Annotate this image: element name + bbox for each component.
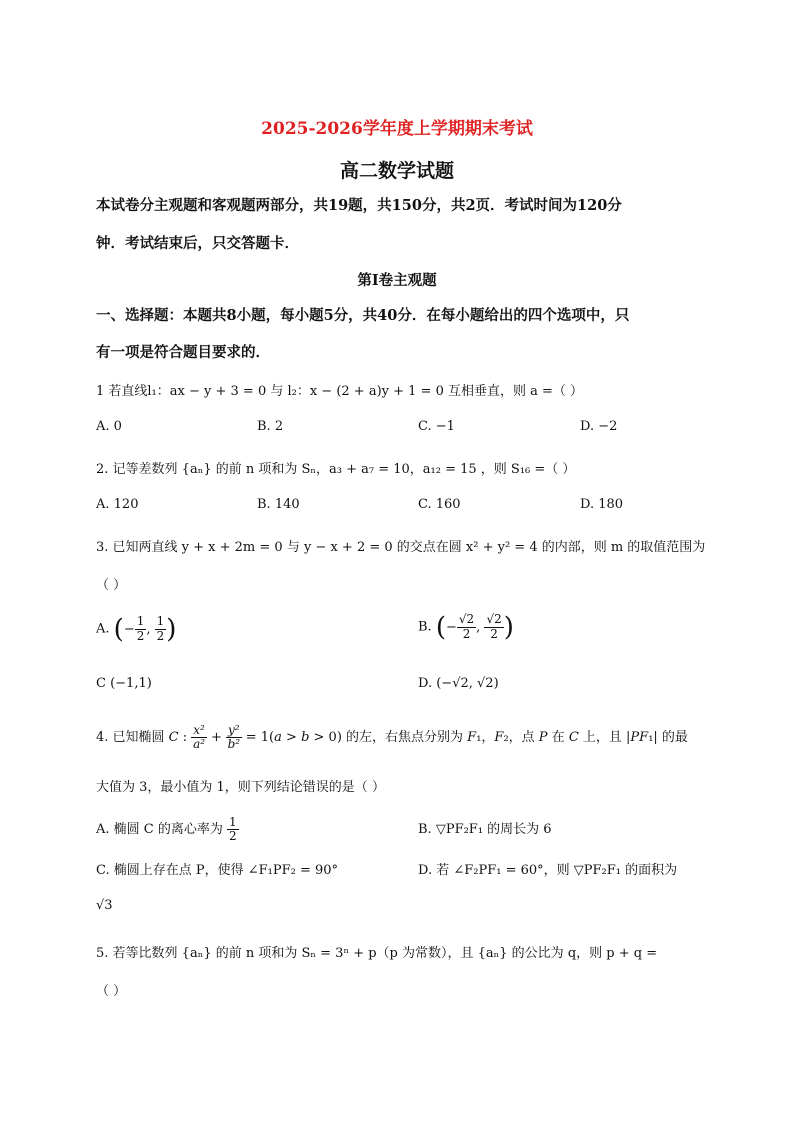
q2-option-c: C. 160	[418, 497, 461, 512]
q2-option-b: B. 140	[257, 497, 300, 512]
q3-option-a	[96, 614, 176, 644]
q4-option-c: C. 椭圆上存在点 P，使得 ∠F₁PF₂ = 90°	[96, 863, 339, 878]
exam-title: 2025-2026学年度上学期期末考试	[261, 119, 533, 139]
q4-option-d: D. 若 ∠F₂PF₁ = 60°，则 ▽PF₂F₁ 的面积为	[418, 863, 678, 878]
q1-option-a: A. 0	[96, 419, 122, 434]
q3-option-d: D. (−√2, √2)	[418, 676, 499, 691]
question-5-stem-1: 5. 若等比数列 {aₙ} 的前 n 项和为 Sₙ = 3ⁿ + p（p 为常数），且 {aₙ} 的公比为 q，则 p + q =	[96, 946, 658, 961]
question-5-stem-2: （ ）	[96, 984, 127, 999]
q3-option-a-label: A.	[96, 621, 110, 637]
intro-line-2: 钟．考试结束后，只交答题卡．	[96, 235, 299, 252]
q3-option-b	[418, 612, 514, 642]
q3-option-a-math: (− $\frac{1}{2}$ , $\frac{1}{2}$ )	[113, 614, 177, 644]
q4-option-a-label: A. 椭圆 C 的离心率为	[96, 822, 223, 838]
q1-option-c: C. −1	[418, 419, 455, 434]
part1-instructions-1: 一、选择题：本题共8小题，每小题5分，共40分．在每小题给出的四个选项中，只	[96, 307, 630, 324]
q1-option-b: B. 2	[257, 419, 284, 434]
q2-option-a: A. 120	[96, 497, 139, 512]
q4-option-a: A. 椭圆 C 的离心率为 $\frac{1}{2}$	[96, 815, 237, 844]
question-3-stem-2: （ ）	[96, 578, 127, 593]
part1-instructions-2: 有一项是符合题目要求的．	[96, 344, 270, 361]
question-2-stem: 2. 记等差数列 {aₙ} 的前 n 项和为 Sₙ，a₃ + a₇ = 10，a₁₂ = 15 ，则 S₁₆ =（ ）	[96, 462, 576, 477]
question-4-stem-1: 4. 已知椭圆 C : $\frac{\text{x²}}{\text{a²}}$ + $\frac{\text{y²}}{\text{b²}}$ = 1(a > b > 0) 的左，右焦点分别为 F₁，F₂，点 P 在 C 上，且 |PF₁| 的最	[96, 723, 688, 752]
exam-subtitle: 高二数学试题	[339, 160, 454, 182]
q1-option-d: D. −2	[580, 419, 618, 434]
q4-option-d-continued: √3	[96, 898, 113, 913]
q3-option-c: C (−1,1)	[96, 676, 152, 691]
q2-option-d: D. 180	[580, 497, 624, 512]
intro-line-1: 本试卷分主观题和客观题两部分，共19题，共150分，共2页．考试时间为120分	[96, 197, 622, 214]
question-1-stem: 1 若直线l₁：ax − y + 3 = 0 与 l₂：x − (2 + a)y + 1 = 0 互相垂直，则 a =（ ）	[96, 384, 584, 399]
q4-option-b: B. ▽PF₂F₁ 的周长为 6	[418, 822, 552, 837]
question-3-stem-1: 3. 已知两直线 y + x + 2m = 0 与 y − x + 2 = 0 的交点在圆 x² + y² = 4 的内部，则 m 的取值范围为	[96, 540, 706, 555]
q3-option-b-math: (− $\frac{√2}{2}$ , $\frac{√2}{2}$ )	[435, 612, 514, 642]
section-title: 第I卷主观题	[357, 272, 437, 289]
q3-option-b-label: B.	[418, 619, 432, 635]
question-4-stem-2: 大值为 3，最小值为 1，则下列结论错误的是（ ）	[96, 780, 385, 795]
